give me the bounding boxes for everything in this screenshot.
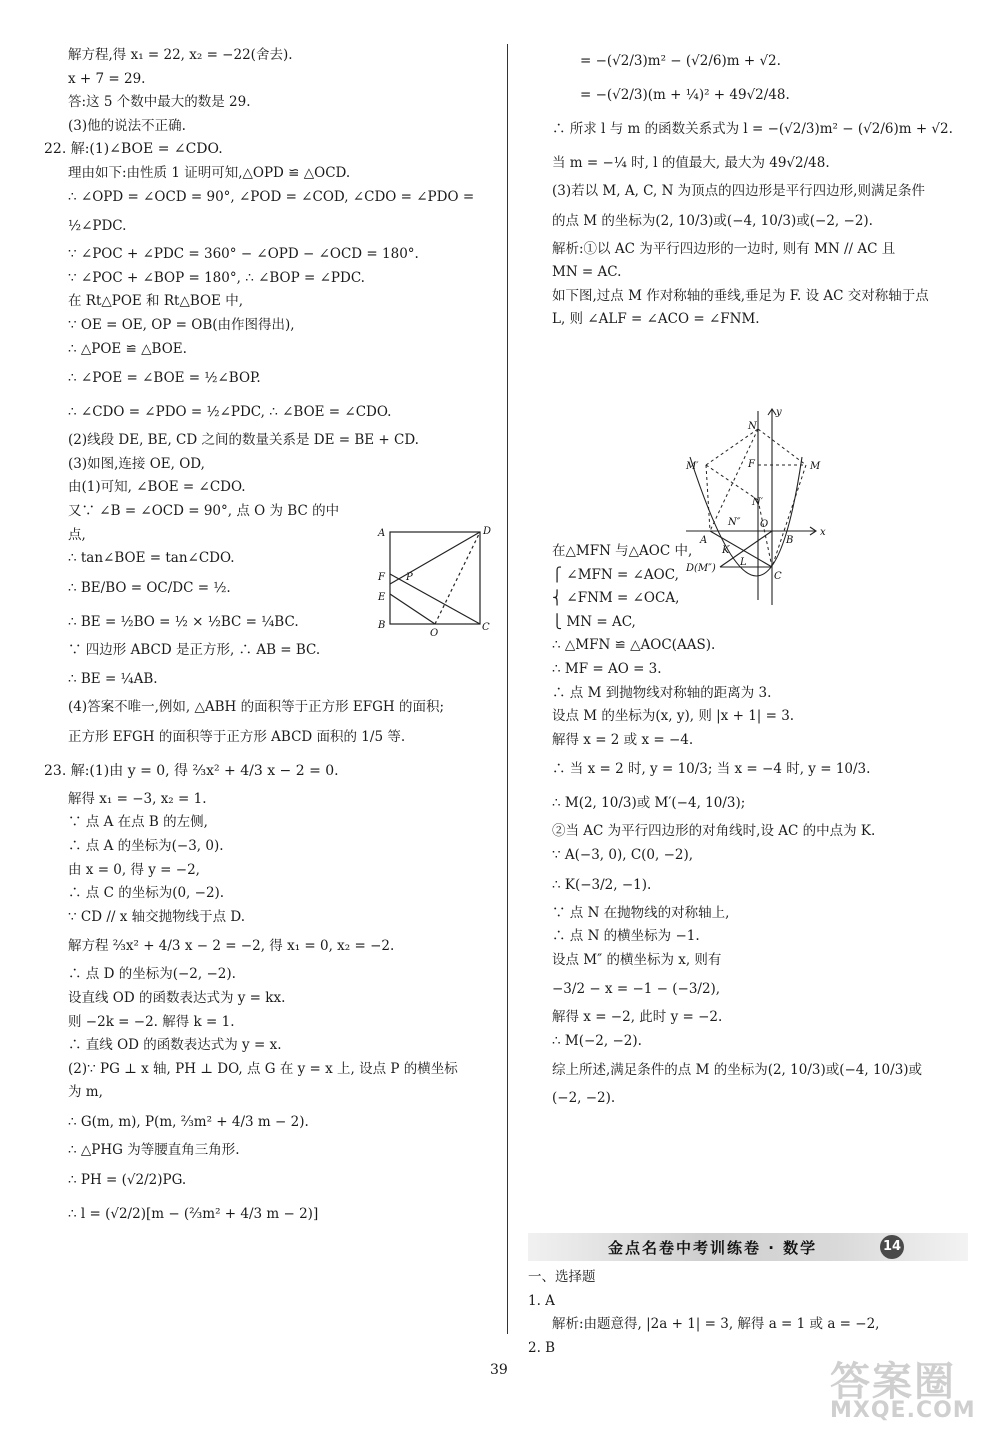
left-line: ∴ ∠POE = ∠BOE = ½∠BOP. [68, 370, 261, 387]
left-line: ∴ ∠CDO = ∠PDO = ½∠PDC, ∴ ∠BOE = ∠CDO. [68, 404, 392, 421]
right-line: ∴ 所求 l 与 m 的函数关系式为 l = −(√2/3)m² − (√2/6)m + √2. [552, 121, 953, 137]
line-od [435, 532, 480, 624]
label-n-double-prime: N″ [728, 517, 741, 528]
label-b: B [786, 535, 794, 546]
label-p: P [406, 572, 413, 583]
banner-title: 金点名卷中考训练卷 · 数学 [608, 1239, 818, 1257]
label-m-prime: M′ [686, 461, 699, 472]
right-line: L, 则 ∠ALF = ∠ACO = ∠FNM. [552, 311, 760, 328]
banner-number-badge: 14 [880, 1235, 904, 1259]
line-eo [390, 594, 435, 624]
label-o: O [760, 519, 769, 530]
left-line: (2)线段 DE, BE, CD 之间的数量关系是 DE = BE + CD. [68, 432, 419, 449]
left-line: ∵ CD // x 轴交抛物线于点 D. [68, 908, 246, 925]
left-line: 解方程 ⅔x² + 4/3 x − 2 = −2, 得 x₁ = 0, x₂ = −2. [68, 938, 395, 955]
left-line: 答:这 5 个数中最大的数是 29. [68, 94, 251, 111]
right-line: ∴ 点 M 到抛物线对称轴的距离为 3. [552, 684, 772, 701]
left-line: ∴ tan∠BOE = tan∠CDO. [68, 550, 235, 567]
left-line: 则 −2k = −2. 解得 k = 1. [68, 1013, 235, 1030]
right-line: ∴ 当 x = 2 时, y = 10/3; 当 x = −4 时, y = 10/3. [552, 761, 871, 778]
right-line: 如下图,过点 M 作对称轴的垂线,垂足为 F. 设 AC 交对称轴于点 [552, 287, 929, 304]
right-line: 设点 M 的坐标为(x, y), 则 |x + 1| = 3. [552, 708, 795, 725]
right-line: (3)若以 M, A, C, N 为顶点的四边形是平行四边形,则满足条件 [552, 183, 925, 199]
right-line: ∴ M(−2, −2). [552, 1032, 642, 1049]
section-banner [528, 1233, 968, 1261]
left-line: (4)答案不唯一,例如, △ABH 的面积等于正方形 EFGH 的面积; [68, 699, 445, 716]
label-l: L [740, 557, 747, 568]
left-line: ∴ G(m, m), P(m, ⅔m² + 4/3 m − 2). [68, 1114, 309, 1130]
right-line: ∴ M(2, 10/3)或 M′(−4, 10/3); [552, 795, 746, 812]
left-line: ∵ 四边形 ABCD 是正方形, ∴ AB = BC. [68, 641, 321, 658]
right-line: 的点 M 的坐标为(2, 10/3)或(−4, 10/3)或(−2, −2). [552, 212, 873, 229]
after-banner-section [528, 1266, 968, 1360]
left-line: 解方程,得 x₁ = 22, x₂ = −22(舍去). [68, 47, 293, 63]
left-line: 由 x = 0, 得 y = −2, [68, 861, 200, 878]
label-c: C [482, 622, 490, 633]
left-line: 点, [68, 526, 86, 543]
right-line: (−2, −2). [552, 1090, 616, 1107]
label-c: C [774, 571, 782, 582]
label-f: F [378, 572, 385, 583]
right-line: ∴ MF = AO = 3. [552, 660, 662, 677]
after_banner-line: 2. B [528, 1339, 556, 1356]
line-n1c [758, 500, 772, 567]
label-a: A [700, 535, 708, 546]
right-line: 解得 x = −2, 此时 y = −2. [552, 1009, 723, 1026]
label-n-prime: N′ [752, 497, 764, 508]
right-line: = −(√2/3)(m + ¼)² + 49√2/48. [580, 87, 790, 103]
left-line: ∴ 点 C 的坐标为(0, −2). [68, 885, 225, 902]
right-line: 当 m = −¼ 时, l 的值最大, 最大为 49√2/48. [552, 155, 830, 171]
watermark-logo [830, 1350, 990, 1434]
line-m1n1 [706, 465, 758, 500]
label-x: x [820, 527, 826, 538]
line-fc [390, 574, 480, 624]
left-line: (2)∵ PG ⊥ x 轴, PH ⊥ DO, 点 G 在 y = x 上, 设点 P 的横坐标 [68, 1060, 458, 1077]
label-f: F [748, 459, 755, 470]
left-line: ∴ ∠OPD = ∠OCD = 90°, ∠POD = ∠COD, ∠CDO = ∠PDO = [68, 188, 475, 205]
right-line: MN = AC. [552, 264, 622, 281]
right-line: 解析:①以 AC 为平行四边形的一边时, 则有 MN // AC 且 [552, 240, 896, 257]
label-e: E [378, 592, 386, 603]
left-line: 解得 x₁ = −3, x₂ = 1. [68, 790, 207, 807]
left-line: ∴ 点 A 的坐标为(−3, 0). [68, 838, 224, 855]
left-line: 理由如下:由性质 1 证明可知,△OPD ≌ △OCD. [68, 164, 351, 181]
watermark-line2: MXQE.COM [830, 1398, 976, 1423]
left-line: ∴ BE = ½BO = ½ × ½BC = ¼BC. [68, 613, 299, 630]
left-line: 正方形 EFGH 的面积等于正方形 ABCD 面积的 1/5 等. [68, 728, 406, 745]
left-line: (3)他的说法不正确. [68, 117, 186, 134]
square-figure [372, 522, 492, 638]
left-line: 由(1)可知, ∠BOE = ∠CDO. [68, 479, 246, 496]
label-b: B [378, 620, 386, 631]
left-line: ∴ 直线 OD 的函数表达式为 y = x. [68, 1037, 282, 1054]
line-nm [758, 429, 806, 465]
right-line: 在△MFN 与△AOC 中, [552, 542, 693, 559]
page-number: 39 [490, 1362, 508, 1378]
line-mc [772, 465, 806, 567]
square-abcd [390, 532, 480, 624]
label-y: y [776, 407, 782, 418]
left-line: 在 Rt△POE 和 Rt△BOE 中, [68, 293, 243, 310]
right-line: ∴ △MFN ≌ △AOC(AAS). [552, 637, 716, 654]
left-line: 设直线 OD 的函数表达式为 y = kx. [68, 990, 286, 1007]
after_banner-line: 1. A [528, 1292, 555, 1309]
left-line: ½∠PDC. [68, 218, 127, 235]
right-line: ②当 AC 为平行四边形的对角线时,设 AC 的中点为 K. [552, 823, 876, 840]
line-ed [390, 532, 480, 584]
label-n: N [748, 421, 757, 432]
right-line: ⎩ MN = AC, [552, 613, 636, 630]
line-m1a [706, 465, 710, 531]
left-line: 23. 解:(1)由 y = 0, 得 ⅔x² + 4/3 x − 2 = 0. [44, 762, 339, 779]
left-line: ∵ ∠POC + ∠BOP = 180°, ∴ ∠BOP = ∠PDC. [68, 269, 365, 286]
label-o: O [430, 628, 439, 638]
right-line: ∵ A(−3, 0), C(0, −2), [552, 846, 694, 863]
left-line: ∴ BE/BO = OC/DC = ½. [68, 579, 231, 596]
left-line: x + 7 = 29. [68, 70, 146, 87]
left-line: ∴ △PHG 为等腰直角三角形. [68, 1142, 240, 1158]
left-line: ∵ ∠POC + ∠PDC = 360° − ∠OPD − ∠OCD = 180°. [68, 246, 419, 263]
parabola-figure [682, 405, 832, 610]
right-line: ⎨ ∠FNM = ∠OCA, [552, 590, 680, 607]
left-line: 22. 解:(1)∠BOE = ∠CDO. [44, 141, 223, 158]
column-divider [507, 44, 508, 1334]
left-line: 为 m, [68, 1084, 103, 1101]
line-na [710, 429, 758, 531]
right-line: ⎧ ∠MFN = ∠AOC, [552, 566, 679, 583]
label-a: A [378, 528, 386, 539]
after_banner-line: 一、选择题 [528, 1269, 596, 1285]
right-line: 设点 M″ 的横坐标为 x, 则有 [552, 951, 722, 968]
left-line: ∴ BE = ¼AB. [68, 671, 158, 688]
label-m: M [810, 461, 821, 472]
left-line: (3)如图,连接 OE, OD, [68, 455, 205, 472]
left-line: ∴ 点 D 的坐标为(−2, −2). [68, 966, 236, 983]
watermark-line1: 答案圈 [830, 1359, 956, 1405]
label-d-m: D(M″) [686, 563, 716, 574]
left-line: 又∵ ∠B = ∠OCD = 90°, 点 O 为 BC 的中 [68, 502, 340, 519]
left-line: ∴ l = (√2/2)[m − (⅔m² + 4/3 m − 2)] [68, 1205, 319, 1222]
left-line: ∴ △POE ≌ △BOE. [68, 340, 187, 357]
right-line: 综上所述,满足条件的点 M 的坐标为(2, 10/3)或(−4, 10/3)或 [552, 1062, 923, 1079]
label-d: D [483, 526, 492, 537]
right-line: 解得 x = 2 或 x = −4. [552, 731, 694, 748]
right-line: ∵ 点 N 在抛物线的对称轴上, [552, 904, 730, 921]
after_banner-line: 解析:由题意得, |2a + 1| = 3, 解得 a = 1 或 a = −2, [552, 1316, 880, 1333]
right-line: ∴ 点 N 的横坐标为 −1. [552, 928, 700, 945]
right-line: ∴ K(−3/2, −1). [552, 876, 652, 893]
right-line: −3/2 − x = −1 − (−3/2), [552, 981, 721, 998]
label-k: K [722, 545, 730, 556]
left-line: ∵ 点 A 在点 B 的左侧, [68, 814, 208, 831]
right-line: = −(√2/3)m² − (√2/6)m + √2. [580, 53, 781, 69]
left-line: ∴ PH = (√2/2)PG. [68, 1171, 187, 1188]
left-line: ∵ OE = OE, OP = OB(由作图得出), [68, 316, 295, 333]
